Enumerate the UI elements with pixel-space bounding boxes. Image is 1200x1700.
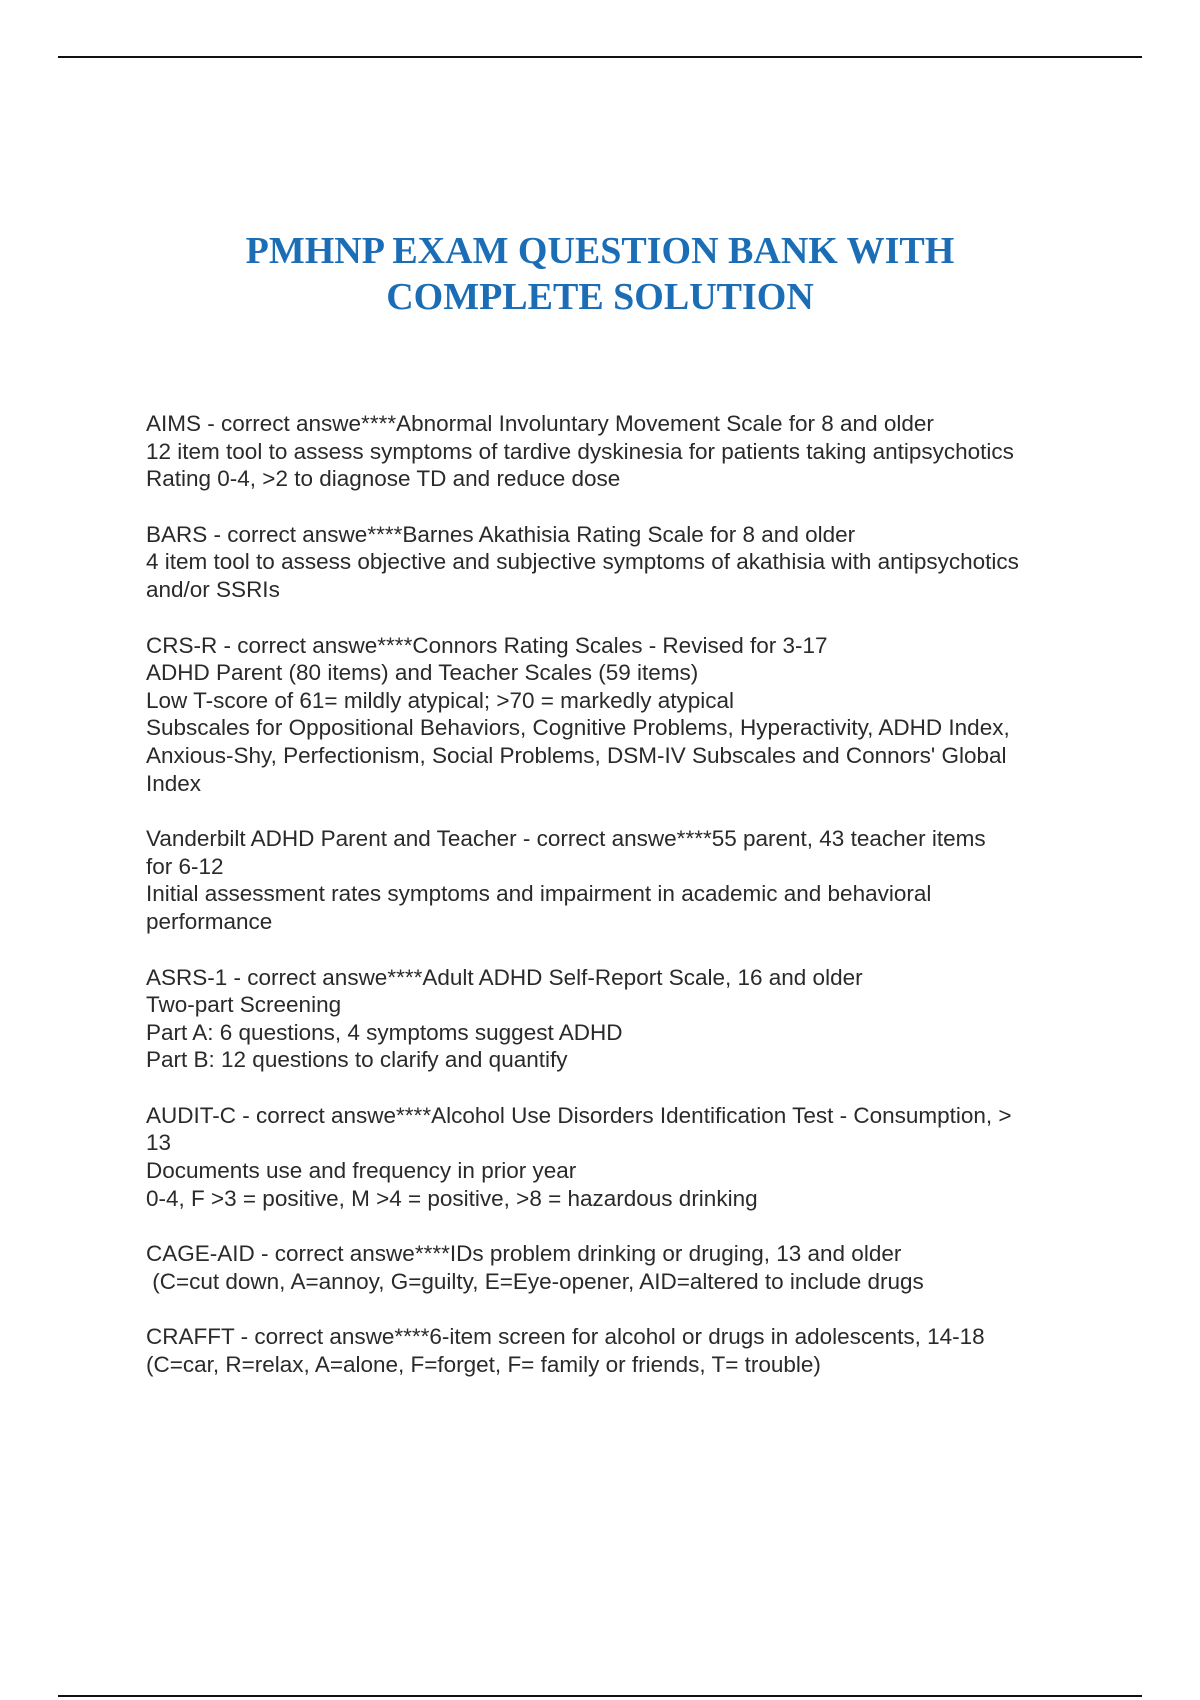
title-line-2: COMPLETE SOLUTION xyxy=(386,276,814,318)
entry-line: 0-4, F >3 = positive, M >4 = positive, >8 = hazardous drinking xyxy=(146,1185,758,1211)
entry-line: Vanderbilt ADHD Parent and Teacher - correct answe****55 parent, 43 teacher items xyxy=(146,826,986,852)
title-line-1: PMHNP EXAM QUESTION BANK WITH xyxy=(245,230,955,272)
entry-line: AUDIT-C - correct answe****Alcohol Use Disorders Identification Test - Consumption, > xyxy=(146,1102,1012,1128)
entry-line: Rating 0-4, >2 to diagnose TD and reduce dose xyxy=(146,466,621,492)
entry-asrs-1 xyxy=(146,964,1086,1074)
entry-bars xyxy=(146,521,1086,604)
entry-line: Index xyxy=(146,770,202,796)
entry-crafft xyxy=(146,1323,1086,1378)
document-title xyxy=(100,228,1100,320)
entry-line: for 6-12 xyxy=(146,853,224,879)
entry-line: Part B: 12 questions to clarify and quantify xyxy=(146,1047,568,1073)
entry-aims xyxy=(146,410,1086,493)
entry-cage-aid xyxy=(146,1240,1086,1295)
bottom-rule xyxy=(58,1695,1142,1697)
entry-line: CRS-R - correct answe****Connors Rating Scales - Revised for 3-17 xyxy=(146,632,828,658)
entry-line: (C=cut down, A=annoy, G=guilty, E=Eye-opener, AID=altered to include drugs xyxy=(146,1268,924,1294)
entry-audit-c xyxy=(146,1102,1086,1212)
entry-line: CRAFFT - correct answe****6-item screen for alcohol or drugs in adolescents, 14-18 xyxy=(146,1324,985,1350)
entry-line: Part A: 6 questions, 4 symptoms suggest ADHD xyxy=(146,1019,623,1045)
entry-line: ASRS-1 - correct answe****Adult ADHD Self-Report Scale, 16 and older xyxy=(146,964,863,990)
entry-line: CAGE-AID - correct answe****IDs problem drinking or druging, 13 and older xyxy=(146,1241,902,1267)
entry-line: ADHD Parent (80 items) and Teacher Scales (59 items) xyxy=(146,660,699,686)
entry-line: Initial assessment rates symptoms and impairment in academic and behavioral xyxy=(146,881,932,907)
entry-line: performance xyxy=(146,908,273,934)
top-rule xyxy=(58,56,1142,58)
entry-line: Anxious-Shy, Perfectionism, Social Problems, DSM-IV Subscales and Connors' Global xyxy=(146,742,1007,768)
entry-line: Two-part Screening xyxy=(146,992,342,1018)
entry-crs-r xyxy=(146,632,1086,798)
entry-line: and/or SSRIs xyxy=(146,576,280,602)
entry-vanderbilt xyxy=(146,825,1086,935)
entry-line: 12 item tool to assess symptoms of tardive dyskinesia for patients taking antipsychotics xyxy=(146,438,1014,464)
entry-list xyxy=(146,410,1086,1407)
entry-line: AIMS - correct answe****Abnormal Involuntary Movement Scale for 8 and older xyxy=(146,411,934,436)
entry-line: Subscales for Oppositional Behaviors, Cognitive Problems, Hyperactivity, ADHD Index, xyxy=(146,715,1010,741)
entry-line: 13 xyxy=(146,1130,172,1156)
entry-line: (C=car, R=relax, A=alone, F=forget, F= family or friends, T= trouble) xyxy=(146,1352,821,1378)
entry-line: Documents use and frequency in prior year xyxy=(146,1158,577,1184)
entry-line: Low T-score of 61= mildly atypical; >70 = markedly atypical xyxy=(146,687,734,713)
entry-line: BARS - correct answe****Barnes Akathisia Rating Scale for 8 and older xyxy=(146,521,856,547)
entry-line: 4 item tool to assess objective and subjective symptoms of akathisia with antipsychotics xyxy=(146,549,1019,575)
